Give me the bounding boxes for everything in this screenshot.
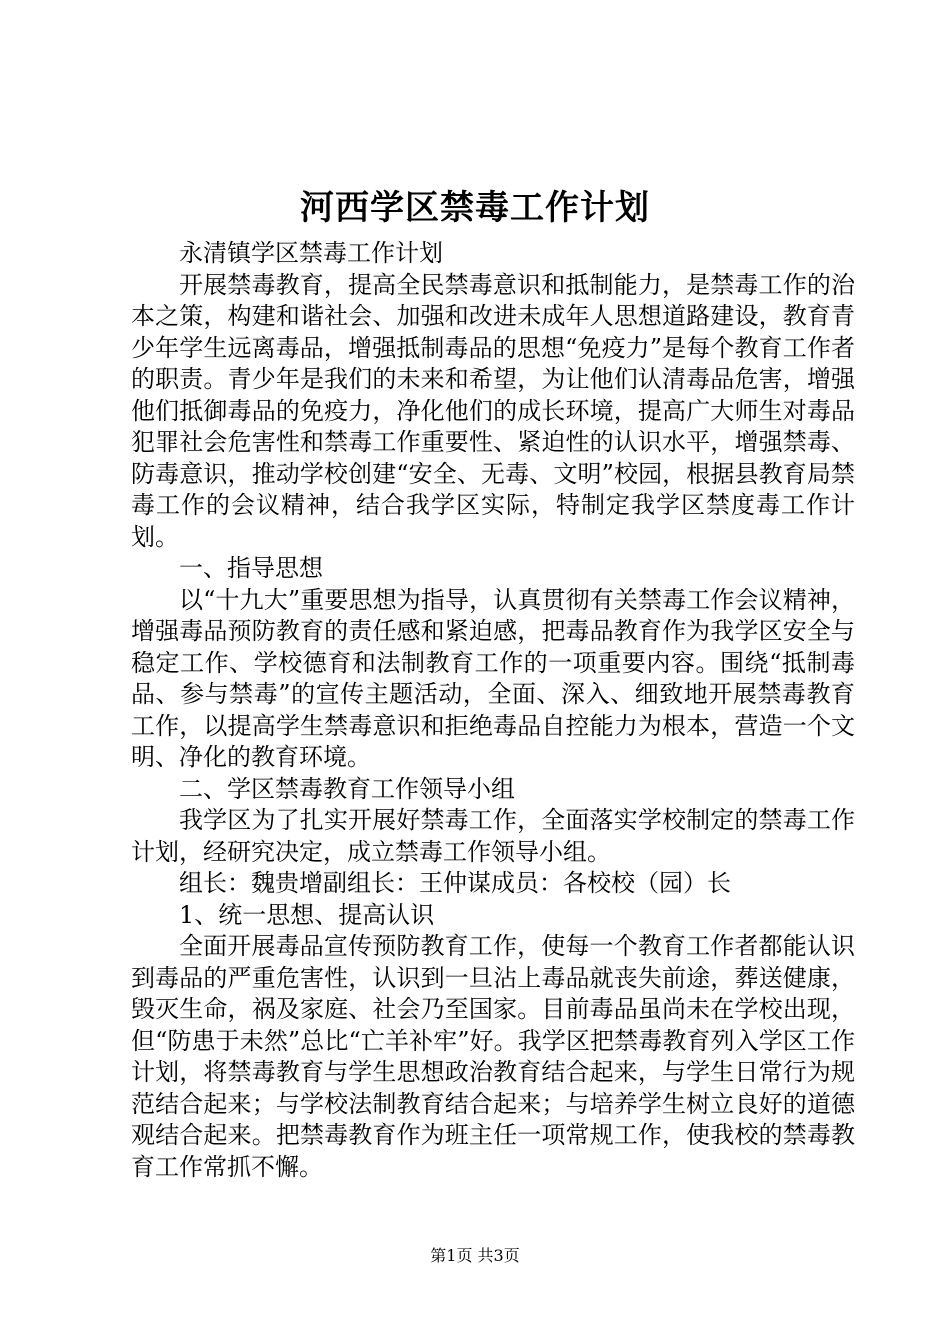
paragraph-unify-thinking: 全面开展毒品宣传预防教育工作，使每一个教育工作者都能认识到毒品的严重危害性，认识到一旦沾上毒品就丧失前途，葬送健康，毁灭生命，祸及家庭、社会乃至国家。目前毒品虽尚未在学校出现，但“防患于未然”总比“亡羊补牢”好。我学区把禁毒教育列入学区工作计划，将禁毒教育与学生思想政治教育结合起来，与学生日常行为规范结合起来；与学校法制教育结合起来；与培养学生树立良好的道德观结合起来。把禁毒教育作为班主任一项常规工作，使我校的禁毒教育工作常抓不懈。	[131, 932, 855, 1181]
document-body	[131, 238, 855, 1183]
document-title: 河西学区禁毒工作计划	[300, 188, 650, 228]
page-number: 第1页 共3页	[430, 1246, 520, 1265]
paragraph-guiding-thought: 以“十九大”重要思想为指导，认真贯彻有关禁毒工作会议精神，增强毒品预防教育的责任感和紧迫感，把毒品教育作为我学区安全与稳定工作、学校德育和法制教育工作的一项重要内容。围绕“抵制毒品、参与禁毒”的宣传主题活动，全面、深入、细致地开展禁毒教育工作，以提高学生禁毒意识和拒绝毒品自控能力为根本，营造一个文明、净化的教育环境。	[131, 585, 855, 771]
heading-leadership-group: 二、学区禁毒教育工作领导小组	[179, 774, 515, 803]
paragraph-intro: 开展禁毒教育，提高全民禁毒意识和抵制能力，是禁毒工作的治本之策，构建和谐社会、加强和改进未成年人思想道路建设，教育青少年学生远离毒品，增强抵制毒品的思想“免疫力”是每个教育工作者的职责。青少年是我们的未来和希望，为让他们认清毒品危害，增强他们抵御毒品的免疫力，净化他们的成长环境，提高广大师生对毒品犯罪社会危害性和禁毒工作重要性、紧迫性的认识水平，增强禁毒、防毒意识，推动学校创建“安全、无毒、文明”校园，根据县教育局禁毒工作的会议精神，结合我学区实际，特制定我学区禁度毒工作计划。	[131, 270, 855, 551]
paragraph-subtitle: 永清镇学区禁毒工作计划	[179, 239, 443, 267]
paragraph-leadership-group: 我学区为了扎实开展好禁毒工作，全面落实学校制定的禁毒工作计划，经研究决定，成立禁毒工作领导小组。	[131, 806, 855, 866]
paragraph-group-members: 组长：魏贵增副组长：王仲谋成员：各校校（园）长	[179, 869, 731, 897]
heading-unify-thinking: 1、统一思想、提高认识	[179, 900, 435, 929]
heading-guiding-thought: 一、指导思想	[179, 554, 323, 582]
